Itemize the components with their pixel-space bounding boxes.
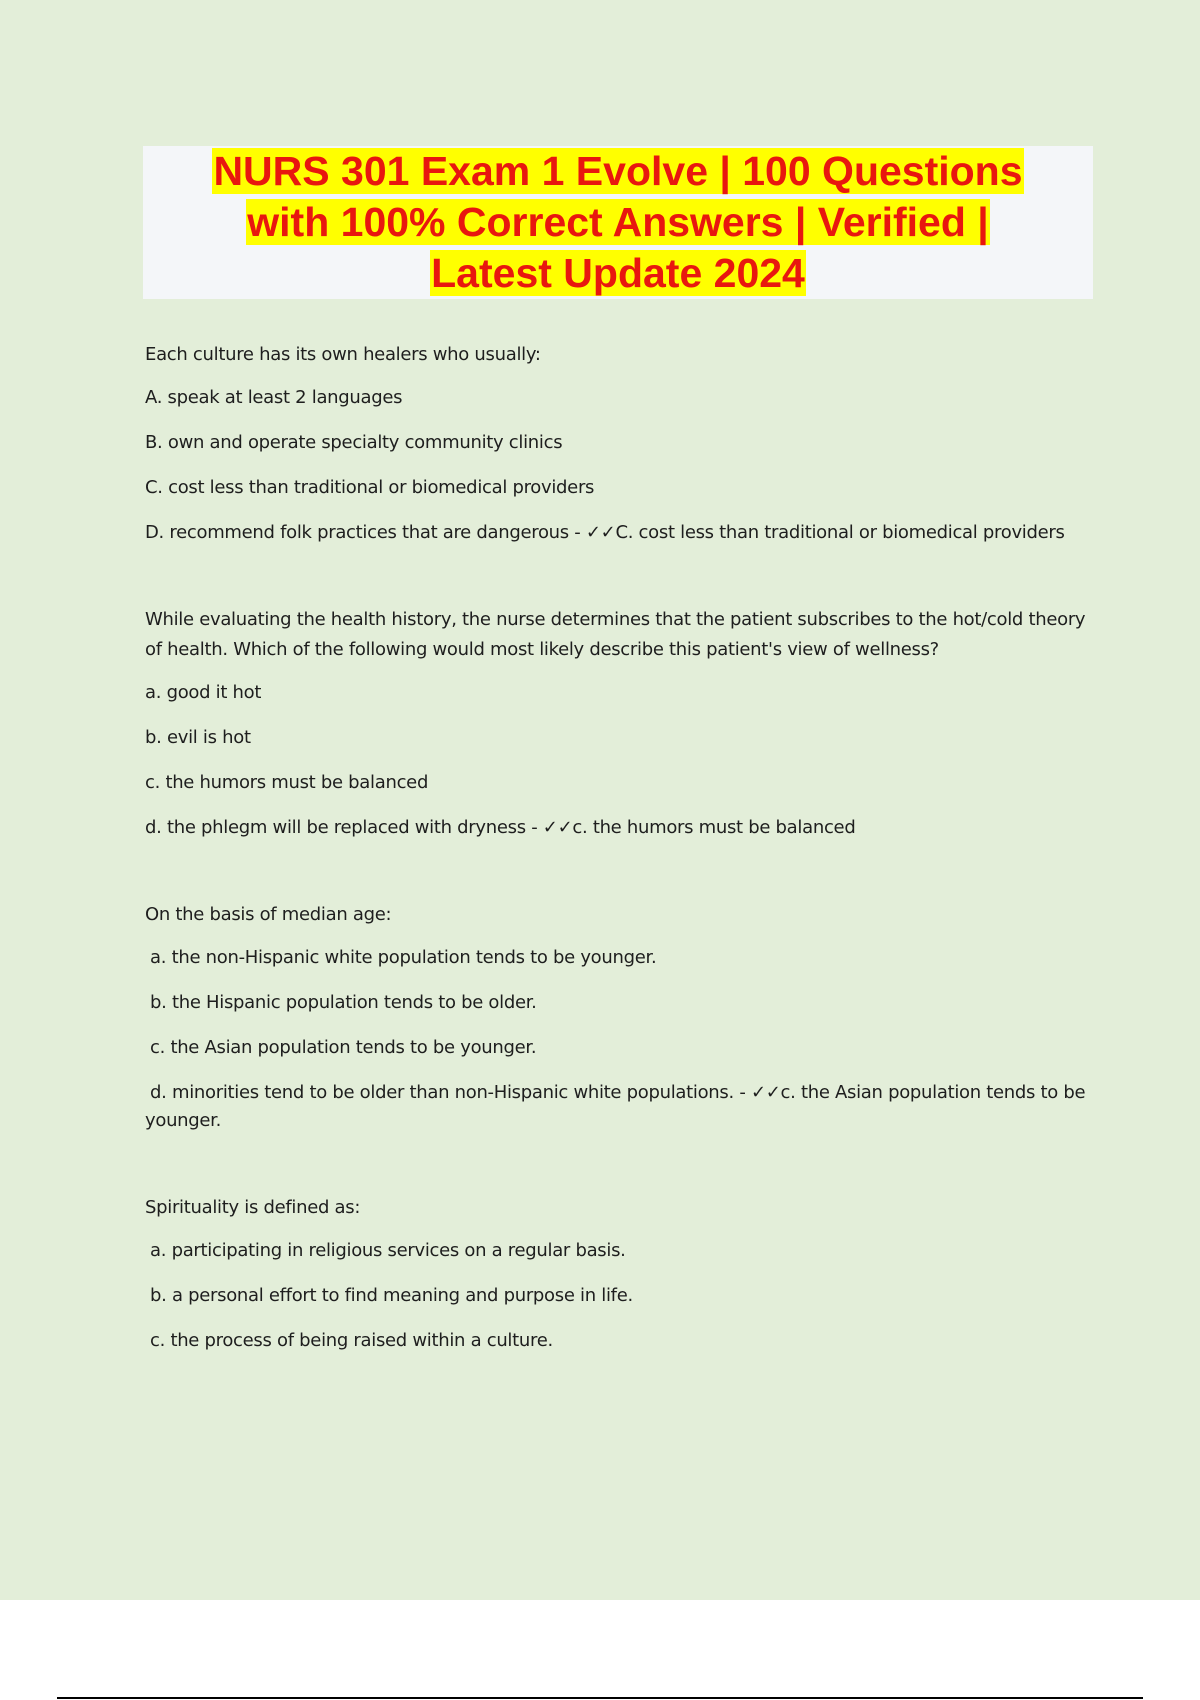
answer-option: a. the non-Hispanic white population tends to be younger. xyxy=(150,947,657,968)
answer-option: c. the humors must be balanced xyxy=(145,772,429,793)
question-block xyxy=(145,1193,1095,1355)
answer-option-with-answer xyxy=(145,1079,1095,1135)
answer-option: b. evil is hot xyxy=(145,727,251,748)
answer-option-with-answer: D. recommend folk practices that are dangerous - ✓✓C. cost less than traditional or biomedical providers xyxy=(145,522,1065,543)
answer-option: c. the process of being raised within a culture. xyxy=(150,1330,553,1351)
answer-option: b. the Hispanic population tends to be older. xyxy=(150,992,537,1013)
answer-option: C. cost less than traditional or biomedical providers xyxy=(145,477,595,498)
question-text: Each culture has its own healers who usually: xyxy=(145,344,541,365)
answer-option: b. a personal effort to find meaning and purpose in life. xyxy=(150,1285,633,1306)
question-block xyxy=(145,900,1095,1135)
question-text: Spirituality is defined as: xyxy=(145,1197,361,1218)
answer-option-text: d. minorities tend to be older than non-Hispanic white populations. - ✓✓c. the Asian population tends to be younger. xyxy=(145,1082,1086,1131)
answer-option: a. participating in religious services on a regular basis. xyxy=(150,1240,626,1261)
question-text: On the basis of median age: xyxy=(145,904,392,925)
question-block xyxy=(145,340,1095,547)
answer-option: a. good it hot xyxy=(145,682,262,703)
question-block xyxy=(145,605,1095,842)
document-title xyxy=(143,146,1093,299)
footer-divider xyxy=(57,1697,1143,1699)
answer-option: A. speak at least 2 languages xyxy=(145,387,403,408)
question-text: While evaluating the health history, the nurse determines that the patient subscribes to the hot/cold theory of health. Which of the following would most likely describe this patient's view of wellness? xyxy=(145,609,1086,660)
title-line-1: NURS 301 Exam 1 Evolve | 100 Questions xyxy=(213,148,1023,194)
title-line-2: with 100% Correct Answers | Verified | xyxy=(247,199,989,245)
questions-list xyxy=(145,340,1095,1372)
answer-option-with-answer: d. the phlegm will be replaced with dryness - ✓✓c. the humors must be balanced xyxy=(145,817,856,838)
answer-option: c. the Asian population tends to be younger. xyxy=(150,1037,537,1058)
title-line-3: Latest Update 2024 xyxy=(431,250,805,296)
answer-option: B. own and operate specialty community clinics xyxy=(145,432,563,453)
